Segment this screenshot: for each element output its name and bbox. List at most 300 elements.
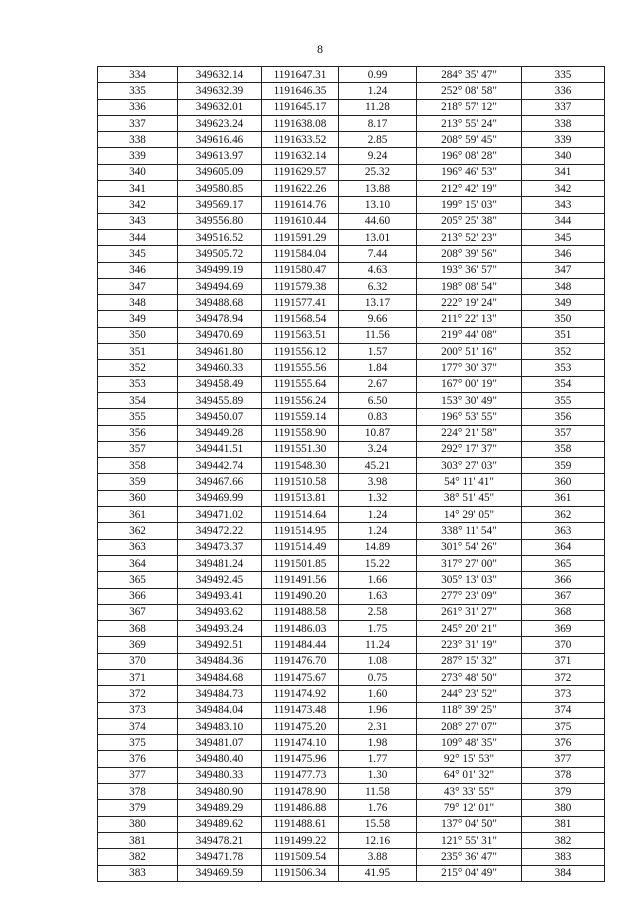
distance-cell: 3.88 <box>339 849 417 865</box>
distance-cell: 1.24 <box>339 83 417 99</box>
point-from-cell: 359 <box>98 474 178 490</box>
bearing-cell: 109° 48' 35" <box>417 735 522 751</box>
table-row <box>98 669 605 685</box>
point-to-cell: 363 <box>522 523 605 539</box>
y-coordinate-cell: 1191580.47 <box>262 262 339 278</box>
point-to-cell: 379 <box>522 784 605 800</box>
table-row <box>98 832 605 848</box>
x-coordinate-cell: 349481.07 <box>178 735 262 751</box>
x-coordinate-cell: 349441.51 <box>178 441 262 457</box>
table-row <box>98 490 605 506</box>
y-coordinate-cell: 1191490.20 <box>262 588 339 604</box>
point-from-cell: 376 <box>98 751 178 767</box>
point-to-cell: 358 <box>522 441 605 457</box>
distance-cell: 13.17 <box>339 295 417 311</box>
table-row <box>98 637 605 653</box>
point-to-cell: 361 <box>522 490 605 506</box>
table-row <box>98 327 605 343</box>
table-row <box>98 441 605 457</box>
point-to-cell: 369 <box>522 621 605 637</box>
point-from-cell: 382 <box>98 849 178 865</box>
bearing-cell: 219° 44' 08" <box>417 327 522 343</box>
point-to-cell: 352 <box>522 344 605 360</box>
bearing-cell: 211° 22' 13" <box>417 311 522 327</box>
x-coordinate-cell: 349488.68 <box>178 295 262 311</box>
point-from-cell: 344 <box>98 229 178 245</box>
bearing-cell: 64° 01' 32" <box>417 767 522 783</box>
distance-cell: 2.31 <box>339 718 417 734</box>
table-row <box>98 539 605 555</box>
table-row <box>98 229 605 245</box>
x-coordinate-cell: 349632.14 <box>178 67 262 83</box>
x-coordinate-cell: 349499.19 <box>178 262 262 278</box>
bearing-cell: 245° 20' 21" <box>417 621 522 637</box>
point-from-cell: 357 <box>98 441 178 457</box>
distance-cell: 2.85 <box>339 132 417 148</box>
x-coordinate-cell: 349481.24 <box>178 555 262 571</box>
table-row <box>98 555 605 571</box>
table-row <box>98 474 605 490</box>
distance-cell: 2.67 <box>339 376 417 392</box>
y-coordinate-cell: 1191475.20 <box>262 718 339 734</box>
distance-cell: 15.58 <box>339 816 417 832</box>
point-from-cell: 362 <box>98 523 178 539</box>
table-row <box>98 784 605 800</box>
bearing-cell: 54° 11' 41" <box>417 474 522 490</box>
point-to-cell: 372 <box>522 669 605 685</box>
x-coordinate-cell: 349450.07 <box>178 409 262 425</box>
table-row <box>98 735 605 751</box>
table-row <box>98 148 605 164</box>
table-row <box>98 767 605 783</box>
point-from-cell: 339 <box>98 148 178 164</box>
point-from-cell: 358 <box>98 458 178 474</box>
point-to-cell: 346 <box>522 246 605 262</box>
point-from-cell: 366 <box>98 588 178 604</box>
bearing-cell: 79° 12' 01" <box>417 800 522 816</box>
y-coordinate-cell: 1191478.90 <box>262 784 339 800</box>
bearing-cell: 118° 39' 25" <box>417 702 522 718</box>
point-to-cell: 355 <box>522 392 605 408</box>
distance-cell: 9.66 <box>339 311 417 327</box>
distance-cell: 13.01 <box>339 229 417 245</box>
y-coordinate-cell: 1191610.44 <box>262 213 339 229</box>
distance-cell: 1.66 <box>339 572 417 588</box>
table-row <box>98 849 605 865</box>
y-coordinate-cell: 1191579.38 <box>262 278 339 294</box>
x-coordinate-cell: 349469.99 <box>178 490 262 506</box>
distance-cell: 1.77 <box>339 751 417 767</box>
point-to-cell: 377 <box>522 751 605 767</box>
point-to-cell: 364 <box>522 539 605 555</box>
y-coordinate-cell: 1191584.04 <box>262 246 339 262</box>
bearing-cell: 317° 27' 00" <box>417 555 522 571</box>
table-row <box>98 181 605 197</box>
y-coordinate-cell: 1191647.31 <box>262 67 339 83</box>
y-coordinate-cell: 1191506.34 <box>262 865 339 881</box>
bearing-cell: 14° 29' 05" <box>417 507 522 523</box>
x-coordinate-cell: 349492.45 <box>178 572 262 588</box>
point-from-cell: 337 <box>98 115 178 131</box>
y-coordinate-cell: 1191632.14 <box>262 148 339 164</box>
point-from-cell: 365 <box>98 572 178 588</box>
x-coordinate-cell: 349484.36 <box>178 653 262 669</box>
point-to-cell: 350 <box>522 311 605 327</box>
bearing-cell: 235° 36' 47" <box>417 849 522 865</box>
table-row <box>98 132 605 148</box>
point-from-cell: 371 <box>98 669 178 685</box>
x-coordinate-cell: 349516.52 <box>178 229 262 245</box>
distance-cell: 6.50 <box>339 392 417 408</box>
point-from-cell: 349 <box>98 311 178 327</box>
y-coordinate-cell: 1191551.30 <box>262 441 339 457</box>
bearing-cell: 153° 30' 49" <box>417 392 522 408</box>
y-coordinate-cell: 1191646.35 <box>262 83 339 99</box>
x-coordinate-cell: 349632.39 <box>178 83 262 99</box>
y-coordinate-cell: 1191484.44 <box>262 637 339 653</box>
bearing-cell: 208° 59' 45" <box>417 132 522 148</box>
x-coordinate-cell: 349493.41 <box>178 588 262 604</box>
table-row <box>98 164 605 180</box>
point-to-cell: 345 <box>522 229 605 245</box>
distance-cell: 13.88 <box>339 181 417 197</box>
point-to-cell: 353 <box>522 360 605 376</box>
bearing-cell: 301° 54' 26" <box>417 539 522 555</box>
point-to-cell: 348 <box>522 278 605 294</box>
point-from-cell: 375 <box>98 735 178 751</box>
point-to-cell: 340 <box>522 148 605 164</box>
table-row <box>98 67 605 83</box>
distance-cell: 1.76 <box>339 800 417 816</box>
point-to-cell: 359 <box>522 458 605 474</box>
page-number: 8 <box>317 42 323 56</box>
distance-cell: 1.30 <box>339 767 417 783</box>
distance-cell: 4.63 <box>339 262 417 278</box>
point-from-cell: 369 <box>98 637 178 653</box>
distance-cell: 11.58 <box>339 784 417 800</box>
point-from-cell: 360 <box>98 490 178 506</box>
bearing-cell: 43° 33' 55" <box>417 784 522 800</box>
distance-cell: 1.08 <box>339 653 417 669</box>
point-to-cell: 367 <box>522 588 605 604</box>
distance-cell: 1.57 <box>339 344 417 360</box>
table-row <box>98 425 605 441</box>
y-coordinate-cell: 1191514.49 <box>262 539 339 555</box>
point-to-cell: 378 <box>522 767 605 783</box>
point-from-cell: 372 <box>98 686 178 702</box>
x-coordinate-cell: 349471.02 <box>178 507 262 523</box>
table-row <box>98 751 605 767</box>
table-row <box>98 295 605 311</box>
bearing-cell: 338° 11' 54" <box>417 523 522 539</box>
point-to-cell: 374 <box>522 702 605 718</box>
bearing-cell: 196° 46' 53" <box>417 164 522 180</box>
x-coordinate-cell: 349458.49 <box>178 376 262 392</box>
point-from-cell: 364 <box>98 555 178 571</box>
x-coordinate-cell: 349467.66 <box>178 474 262 490</box>
x-coordinate-cell: 349613.97 <box>178 148 262 164</box>
point-to-cell: 356 <box>522 409 605 425</box>
y-coordinate-cell: 1191501.85 <box>262 555 339 571</box>
table-row <box>98 702 605 718</box>
table-row <box>98 360 605 376</box>
point-from-cell: 367 <box>98 604 178 620</box>
y-coordinate-cell: 1191509.54 <box>262 849 339 865</box>
table-row <box>98 213 605 229</box>
bearing-cell: 200° 51' 16" <box>417 344 522 360</box>
distance-cell: 12.16 <box>339 832 417 848</box>
distance-cell: 1.96 <box>339 702 417 718</box>
y-coordinate-cell: 1191556.24 <box>262 392 339 408</box>
point-from-cell: 378 <box>98 784 178 800</box>
distance-cell: 1.63 <box>339 588 417 604</box>
point-from-cell: 377 <box>98 767 178 783</box>
point-to-cell: 381 <box>522 816 605 832</box>
table-row <box>98 686 605 702</box>
point-to-cell: 347 <box>522 262 605 278</box>
point-from-cell: 338 <box>98 132 178 148</box>
point-to-cell: 380 <box>522 800 605 816</box>
point-to-cell: 339 <box>522 132 605 148</box>
point-from-cell: 346 <box>98 262 178 278</box>
table-row <box>98 865 605 881</box>
point-to-cell: 371 <box>522 653 605 669</box>
x-coordinate-cell: 349632.01 <box>178 99 262 115</box>
y-coordinate-cell: 1191513.81 <box>262 490 339 506</box>
y-coordinate-cell: 1191555.56 <box>262 360 339 376</box>
y-coordinate-cell: 1191474.92 <box>262 686 339 702</box>
bearing-cell: 252° 08' 58" <box>417 83 522 99</box>
bearing-cell: 215° 04' 49" <box>417 865 522 881</box>
x-coordinate-cell: 349480.90 <box>178 784 262 800</box>
table-row <box>98 278 605 294</box>
x-coordinate-cell: 349494.69 <box>178 278 262 294</box>
point-to-cell: 338 <box>522 115 605 131</box>
bearing-cell: 198° 08' 54" <box>417 278 522 294</box>
table-row <box>98 197 605 213</box>
table-row <box>98 344 605 360</box>
table-row <box>98 115 605 131</box>
y-coordinate-cell: 1191555.64 <box>262 376 339 392</box>
x-coordinate-cell: 349472.22 <box>178 523 262 539</box>
point-to-cell: 342 <box>522 181 605 197</box>
table-row <box>98 523 605 539</box>
y-coordinate-cell: 1191548.30 <box>262 458 339 474</box>
point-to-cell: 337 <box>522 99 605 115</box>
bearing-cell: 208° 39' 56" <box>417 246 522 262</box>
distance-cell: 1.98 <box>339 735 417 751</box>
bearing-cell: 167° 00' 19" <box>417 376 522 392</box>
y-coordinate-cell: 1191614.76 <box>262 197 339 213</box>
point-from-cell: 381 <box>98 832 178 848</box>
distance-cell: 1.75 <box>339 621 417 637</box>
table-row <box>98 392 605 408</box>
bearing-cell: 199° 15' 03" <box>417 197 522 213</box>
distance-cell: 0.83 <box>339 409 417 425</box>
table-row <box>98 588 605 604</box>
table-row <box>98 376 605 392</box>
point-from-cell: 351 <box>98 344 178 360</box>
point-from-cell: 379 <box>98 800 178 816</box>
point-to-cell: 349 <box>522 295 605 311</box>
bearing-cell: 223° 31' 19" <box>417 637 522 653</box>
point-from-cell: 342 <box>98 197 178 213</box>
point-from-cell: 383 <box>98 865 178 881</box>
point-from-cell: 355 <box>98 409 178 425</box>
point-from-cell: 373 <box>98 702 178 718</box>
y-coordinate-cell: 1191510.58 <box>262 474 339 490</box>
x-coordinate-cell: 349489.62 <box>178 816 262 832</box>
distance-cell: 3.24 <box>339 441 417 457</box>
point-to-cell: 362 <box>522 507 605 523</box>
distance-cell: 10.87 <box>339 425 417 441</box>
bearing-cell: 121° 55' 31" <box>417 832 522 848</box>
point-from-cell: 374 <box>98 718 178 734</box>
y-coordinate-cell: 1191638.08 <box>262 115 339 131</box>
x-coordinate-cell: 349605.09 <box>178 164 262 180</box>
table-row <box>98 246 605 262</box>
x-coordinate-cell: 349471.78 <box>178 849 262 865</box>
bearing-cell: 92° 15' 53" <box>417 751 522 767</box>
distance-cell: 0.99 <box>339 67 417 83</box>
table-row <box>98 507 605 523</box>
point-to-cell: 368 <box>522 604 605 620</box>
point-to-cell: 336 <box>522 83 605 99</box>
x-coordinate-cell: 349569.17 <box>178 197 262 213</box>
bearing-cell: 305° 13' 03" <box>417 572 522 588</box>
y-coordinate-cell: 1191499.22 <box>262 832 339 848</box>
x-coordinate-cell: 349493.24 <box>178 621 262 637</box>
bearing-cell: 244° 23' 52" <box>417 686 522 702</box>
point-from-cell: 361 <box>98 507 178 523</box>
y-coordinate-cell: 1191645.17 <box>262 99 339 115</box>
table-row <box>98 83 605 99</box>
y-coordinate-cell: 1191568.54 <box>262 311 339 327</box>
distance-cell: 44.60 <box>339 213 417 229</box>
point-to-cell: 357 <box>522 425 605 441</box>
point-from-cell: 348 <box>98 295 178 311</box>
coordinates-table-body <box>98 67 605 882</box>
distance-cell: 3.98 <box>339 474 417 490</box>
bearing-cell: 222° 19' 24" <box>417 295 522 311</box>
bearing-cell: 218° 57' 12" <box>417 99 522 115</box>
point-to-cell: 375 <box>522 718 605 734</box>
table-row <box>98 800 605 816</box>
distance-cell: 1.24 <box>339 507 417 523</box>
x-coordinate-cell: 349492.51 <box>178 637 262 653</box>
bearing-cell: 292° 17' 37" <box>417 441 522 457</box>
x-coordinate-cell: 349484.04 <box>178 702 262 718</box>
point-from-cell: 353 <box>98 376 178 392</box>
point-from-cell: 341 <box>98 181 178 197</box>
point-from-cell: 345 <box>98 246 178 262</box>
table-row <box>98 718 605 734</box>
point-to-cell: 366 <box>522 572 605 588</box>
x-coordinate-cell: 349580.85 <box>178 181 262 197</box>
y-coordinate-cell: 1191558.90 <box>262 425 339 441</box>
distance-cell: 1.84 <box>339 360 417 376</box>
point-to-cell: 335 <box>522 67 605 83</box>
y-coordinate-cell: 1191556.12 <box>262 344 339 360</box>
distance-cell: 0.75 <box>339 669 417 685</box>
bearing-cell: 273° 48' 50" <box>417 669 522 685</box>
distance-cell: 7.44 <box>339 246 417 262</box>
distance-cell: 8.17 <box>339 115 417 131</box>
x-coordinate-cell: 349478.21 <box>178 832 262 848</box>
y-coordinate-cell: 1191591.29 <box>262 229 339 245</box>
y-coordinate-cell: 1191491.56 <box>262 572 339 588</box>
x-coordinate-cell: 349489.29 <box>178 800 262 816</box>
point-to-cell: 365 <box>522 555 605 571</box>
x-coordinate-cell: 349480.40 <box>178 751 262 767</box>
table-row <box>98 653 605 669</box>
point-to-cell: 354 <box>522 376 605 392</box>
point-to-cell: 382 <box>522 832 605 848</box>
bearing-cell: 213° 52' 23" <box>417 229 522 245</box>
point-from-cell: 368 <box>98 621 178 637</box>
table-row <box>98 409 605 425</box>
distance-cell: 11.56 <box>339 327 417 343</box>
x-coordinate-cell: 349469.59 <box>178 865 262 881</box>
point-from-cell: 347 <box>98 278 178 294</box>
distance-cell: 11.28 <box>339 99 417 115</box>
table-row <box>98 621 605 637</box>
y-coordinate-cell: 1191486.03 <box>262 621 339 637</box>
point-to-cell: 383 <box>522 849 605 865</box>
point-to-cell: 373 <box>522 686 605 702</box>
bearing-cell: 196° 53' 55" <box>417 409 522 425</box>
coordinates-table <box>97 66 605 882</box>
x-coordinate-cell: 349449.28 <box>178 425 262 441</box>
bearing-cell: 137° 04' 50" <box>417 816 522 832</box>
y-coordinate-cell: 1191577.41 <box>262 295 339 311</box>
y-coordinate-cell: 1191486.88 <box>262 800 339 816</box>
distance-cell: 41.95 <box>339 865 417 881</box>
bearing-cell: 196° 08' 28" <box>417 148 522 164</box>
point-to-cell: 344 <box>522 213 605 229</box>
table-row <box>98 311 605 327</box>
y-coordinate-cell: 1191474.10 <box>262 735 339 751</box>
distance-cell: 1.60 <box>339 686 417 702</box>
y-coordinate-cell: 1191633.52 <box>262 132 339 148</box>
distance-cell: 6.32 <box>339 278 417 294</box>
x-coordinate-cell: 349460.33 <box>178 360 262 376</box>
point-from-cell: 340 <box>98 164 178 180</box>
table-row <box>98 99 605 115</box>
table-row <box>98 458 605 474</box>
bearing-cell: 193° 36' 57" <box>417 262 522 278</box>
table-row <box>98 816 605 832</box>
point-to-cell: 384 <box>522 865 605 881</box>
point-from-cell: 354 <box>98 392 178 408</box>
x-coordinate-cell: 349478.94 <box>178 311 262 327</box>
bearing-cell: 212° 42' 19" <box>417 181 522 197</box>
y-coordinate-cell: 1191476.70 <box>262 653 339 669</box>
bearing-cell: 303° 27' 03" <box>417 458 522 474</box>
x-coordinate-cell: 349455.89 <box>178 392 262 408</box>
bearing-cell: 261° 31' 27" <box>417 604 522 620</box>
distance-cell: 14.89 <box>339 539 417 555</box>
point-to-cell: 376 <box>522 735 605 751</box>
bearing-cell: 224° 21' 58" <box>417 425 522 441</box>
point-to-cell: 360 <box>522 474 605 490</box>
point-from-cell: 335 <box>98 83 178 99</box>
x-coordinate-cell: 349484.73 <box>178 686 262 702</box>
table-row <box>98 262 605 278</box>
x-coordinate-cell: 349505.72 <box>178 246 262 262</box>
point-from-cell: 334 <box>98 67 178 83</box>
x-coordinate-cell: 349480.33 <box>178 767 262 783</box>
